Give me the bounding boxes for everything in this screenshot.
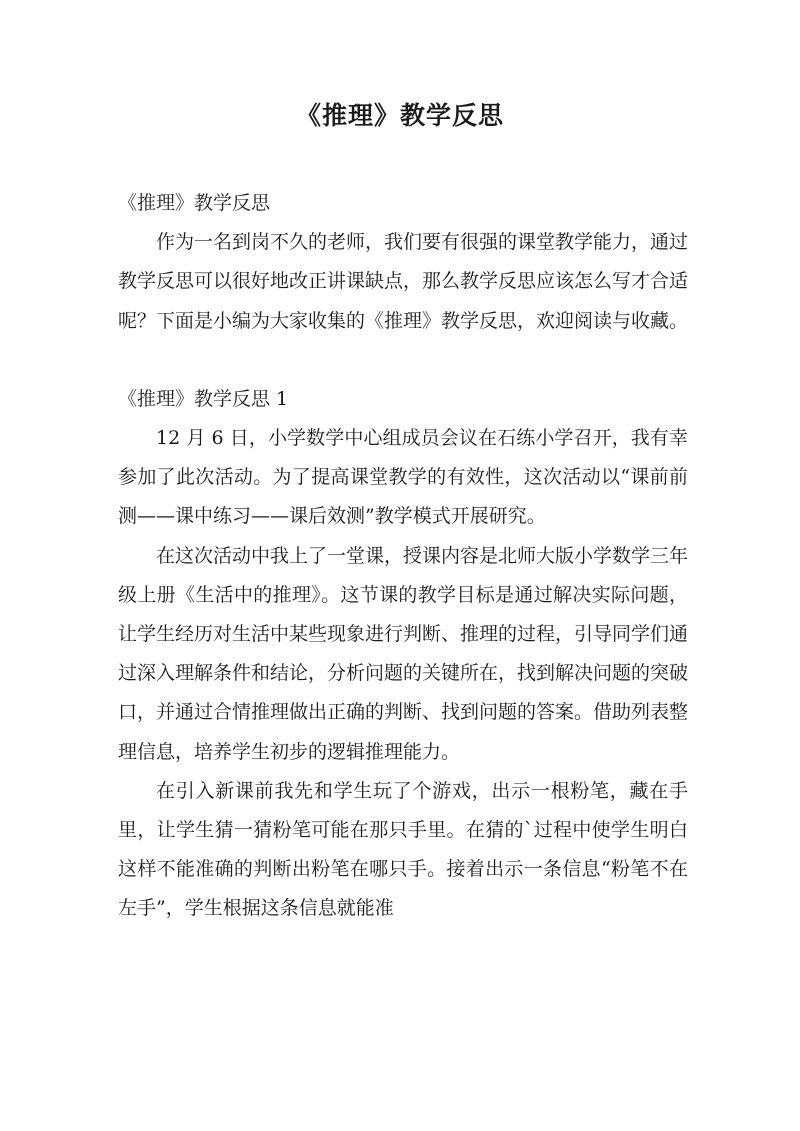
intro-paragraph: 作为一名到岗不久的老师，我们要有很强的课堂教学能力，通过教学反思可以很好地改正讲课缺点，那么教学反思应该怎么写才合适呢？下面是小编为大家收集的《推理》教学反思，欢迎阅读与收藏。: [118, 231, 689, 332]
section-1-label: 《推理》教学反思 1: [118, 387, 289, 410]
intro-label: 《推理》教学反思: [118, 192, 271, 214]
document-title: 《推理》教学反思: [295, 101, 504, 130]
section-1-paragraph-3: 在引入新课前我先和学生玩了个游戏，出示一根粉笔，藏在手里，让学生猜一猜粉笔可能在那只手里。在猜的`过程中使学生明白这样不能准确的判断出粉笔在哪只手。接着出示一条信息“粉笔不在左手”，学生根据这条信息就能准: [118, 779, 688, 920]
section-spacer: [118, 341, 688, 380]
section-1-paragraph-1: 12 月 6 日，小学数学中心组成员会议在石练小学召开，我有幸参加了此次活动。为了提高课堂教学的有效性，这次活动以“课前前测——课中练习——课后效测”教学模式开展研究。: [118, 427, 688, 528]
section-1-paragraph-2: 在这次活动中我上了一堂课，授课内容是北师大版小学数学三年级上册《生活中的推理》。这节课的教学目标是通过解决实际问题，让学生经历对生活中某些现象进行判断、推理的过程，引导同学们通过深入理解条件和结论，分析问题的关键所在，找到解决问题的突破口，并通过合情推理做出正确的判断、找到问题的答案。借助列表整理信息，培养学生初步的逻辑推理能力。: [118, 544, 689, 763]
document-body: [118, 184, 688, 929]
